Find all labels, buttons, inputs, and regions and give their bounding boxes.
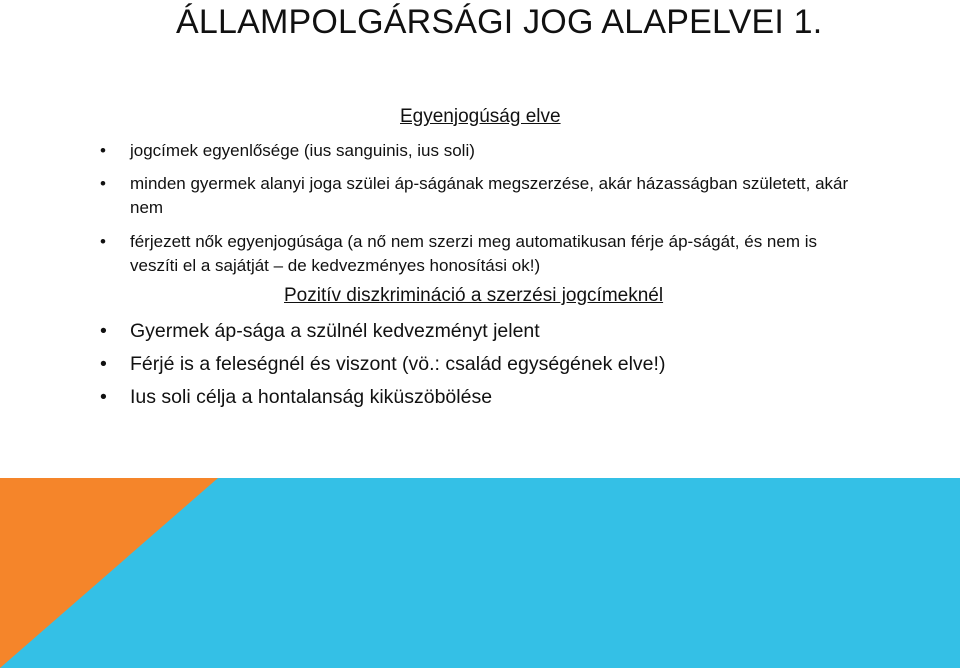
decorative-footer [0, 478, 960, 668]
list-item [100, 139, 860, 163]
list-item-text: jogcímek egyenlősége (ius sanguinis, ius soli) [130, 141, 475, 160]
slide-title: ÁLLAMPOLGÁRSÁGI JOG ALAPELVEI 1. [176, 3, 823, 41]
list-item [100, 384, 860, 410]
list-item [100, 230, 860, 278]
list-item-text: férjezett nők egyenjogúsága (a nő nem szerzi meg automatikusan férje áp-ságát, és nem is veszíti el a sajátját – de kedvezményes honosítási ok!) [130, 232, 817, 275]
list-item [100, 318, 860, 344]
list-item-text: Ius soli célja a hontalanság kiküszöbölése [130, 386, 493, 408]
section-heading-positive-discrimination: Pozitív diszkrimináció a szerzési jogcímeknél [284, 285, 664, 306]
list-item-text: Férjé is a feleségnél és viszont (vö.: család egységének elve!) [130, 353, 666, 375]
list-item-text: minden gyermek alanyi joga szülei áp-ságának megszerzése, akár házasságban született, akár nem [130, 174, 849, 217]
list-item-text: Gyermek áp-sága a szülnél kedvezményt jelent [130, 320, 540, 342]
list-item [100, 351, 860, 377]
section-heading-equality: Egyenjogúság elve [400, 106, 561, 127]
bullet-icon: • [100, 353, 107, 375]
bullet-icon: • [100, 386, 107, 408]
bullet-icon: • [100, 232, 106, 251]
list-item [100, 172, 860, 220]
bullet-icon: • [100, 141, 106, 160]
bullet-icon: • [100, 320, 107, 342]
bullet-icon: • [100, 174, 106, 193]
